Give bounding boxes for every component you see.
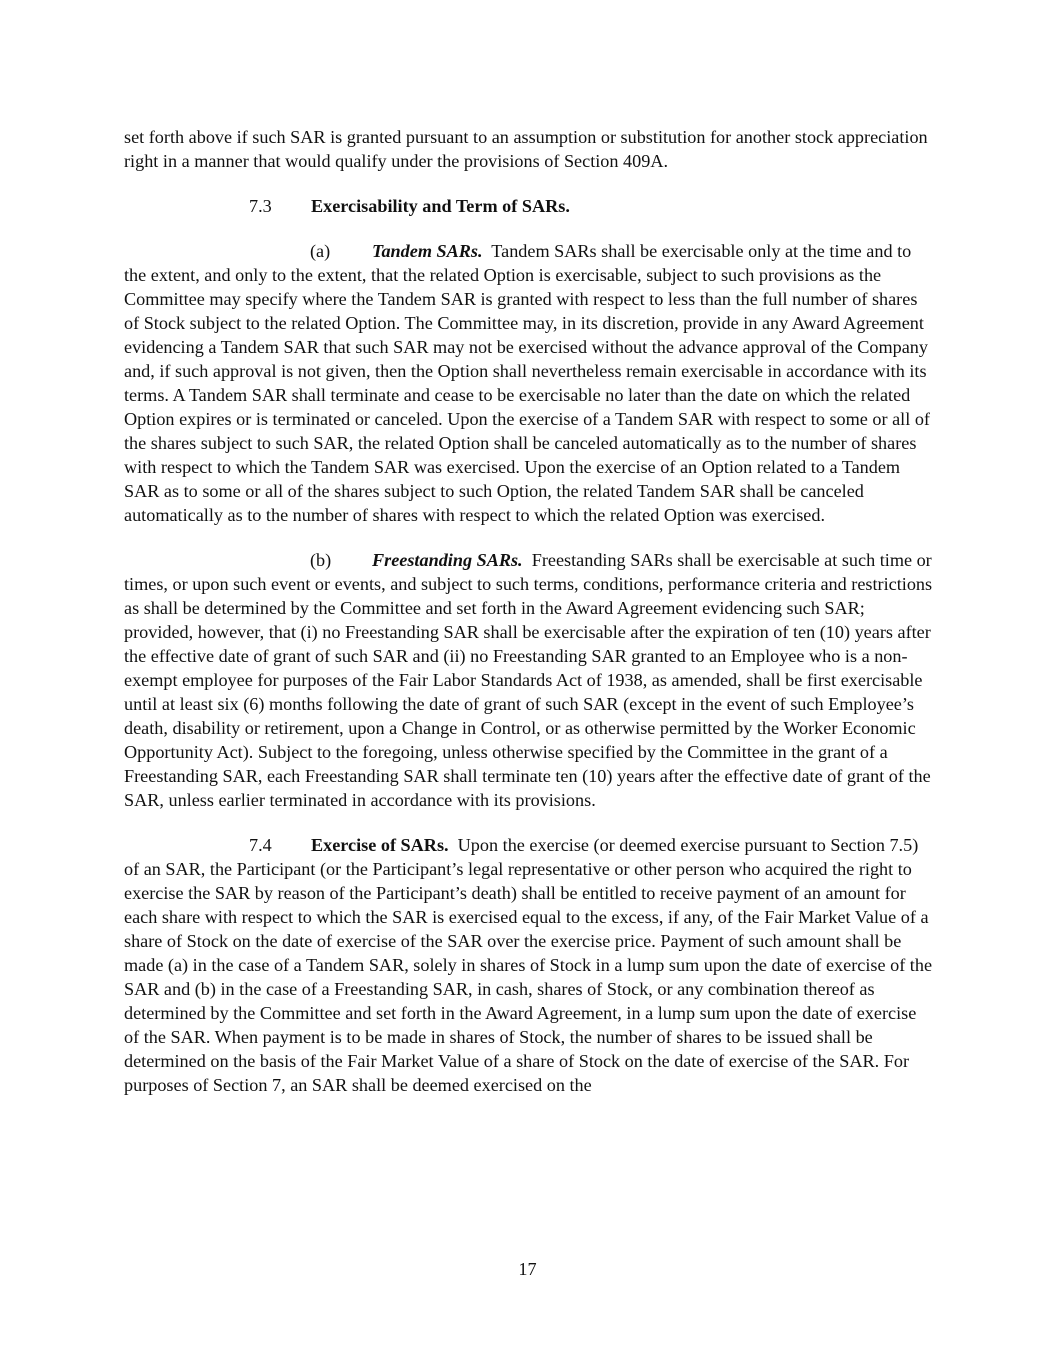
subsection-a-title: Tandem SARs. [372, 241, 483, 261]
section-7-3-title: Exercisability and Term of SARs. [311, 196, 570, 216]
subsection-b-title: Freestanding SARs. [372, 550, 523, 570]
subsection-a-body: Tandem SARs shall be exercisable only at the time and to the extent, and only to the extent, that the related Option is exercisable, subject to such provisions as the Committee may specify where the Tandem SAR is granted with respect to less than the full number of shares of Stock subject to the related Option. The Committee may, in its discretion, provide in any Award Agreement evidencing a Tandem SAR that such SAR may not be exercised without the advance approval of the Company and, if such approval is not given, then the Option shall nevertheless remain exercisable in accordance with its terms. A Tandem SAR shall terminate and cease to be exercisable no later than the date on which the related Option expires or is terminated or canceled. Upon the exercise of a Tandem SAR with respect to some or all of the shares subject to such SAR, the related Option shall be canceled automatically as to the number of shares with respect to which the Tandem SAR was exercised. Upon the exercise of an Option related to a Tandem SAR as to some or all of the shares subject to such Option, the related Tandem SAR shall be canceled automatically as to the number of shares with respect to which the related Option was exercised. [124, 241, 930, 525]
page-number: 17 [518, 1259, 537, 1279]
section-7-3-number: 7.3 [249, 196, 272, 216]
section-7-3-heading [124, 194, 934, 218]
subsection-b-body: Freestanding SARs shall be exercisable at such time or times, or upon such event or events, and subject to such terms, conditions, performance criteria and restrictions as shall be determined by the Committee and set forth in the Award Agreement evidencing such SAR; provided, however, that (i) no Freestanding SAR shall be exercisable after the expiration of ten (10) years after the effective date of grant of such SAR and (ii) no Freestanding SAR granted to an Employee who is a non-exempt employee for purposes of the Fair Labor Standards Act of 1938, as amended, shall be first exercisable until at least six (6) months following the date of grant of such SAR (except in the event of such Employee’s death, disability or retirement, upon a Change in Control, or as otherwise permitted by the Worker Economic Opportunity Act). Subject to the foregoing, unless otherwise specified by the Committee in the grant of a Freestanding SAR, each Freestanding SAR shall terminate ten (10) years after the effective date of grant of the SAR, unless earlier terminated in accordance with its provisions. [124, 550, 933, 810]
subsection-b-letter: (b) [310, 550, 332, 570]
section-7-4 [124, 833, 934, 1097]
section-7-4-title: Exercise of SARs. [311, 835, 449, 855]
section-7-4-number: 7.4 [249, 835, 272, 855]
subsection-a [124, 239, 934, 527]
document-body [124, 125, 934, 1097]
section-7-4-body: Upon the exercise (or deemed exercise pursuant to Section 7.5) of an SAR, the Participant (or the Participant’s legal representative or other person who acquired the right to exercise the SAR by reason of the Participant’s death) shall be entitled to receive payment of an amount for each share with respect to which the SAR is exercised equal to the excess, if any, of the Fair Market Value of a share of Stock on the date of exercise of the SAR over the exercise price. Payment of such amount shall be made (a) in the case of a Tandem SAR, solely in shares of Stock in a lump sum upon the date of exercise of the SAR and (b) in the case of a Freestanding SAR, in cash, shares of Stock, or any combination thereof as determined by the Committee and set forth in the Award Agreement, in a lump sum upon the date of exercise of the SAR. When payment is to be made in shares of Stock, the number of shares to be issued shall be determined on the basis of the Fair Market Value of a share of Stock on the date of exercise of the SAR. For purposes of Section 7, an SAR shall be deemed exercised on the [124, 835, 933, 1095]
intro-paragraph: set forth above if such SAR is granted pursuant to an assumption or substitution for another stock appreciation right in a manner that would qualify under the provisions of Section 409A. [124, 127, 928, 171]
subsection-b [124, 548, 934, 812]
subsection-a-letter: (a) [310, 241, 331, 261]
